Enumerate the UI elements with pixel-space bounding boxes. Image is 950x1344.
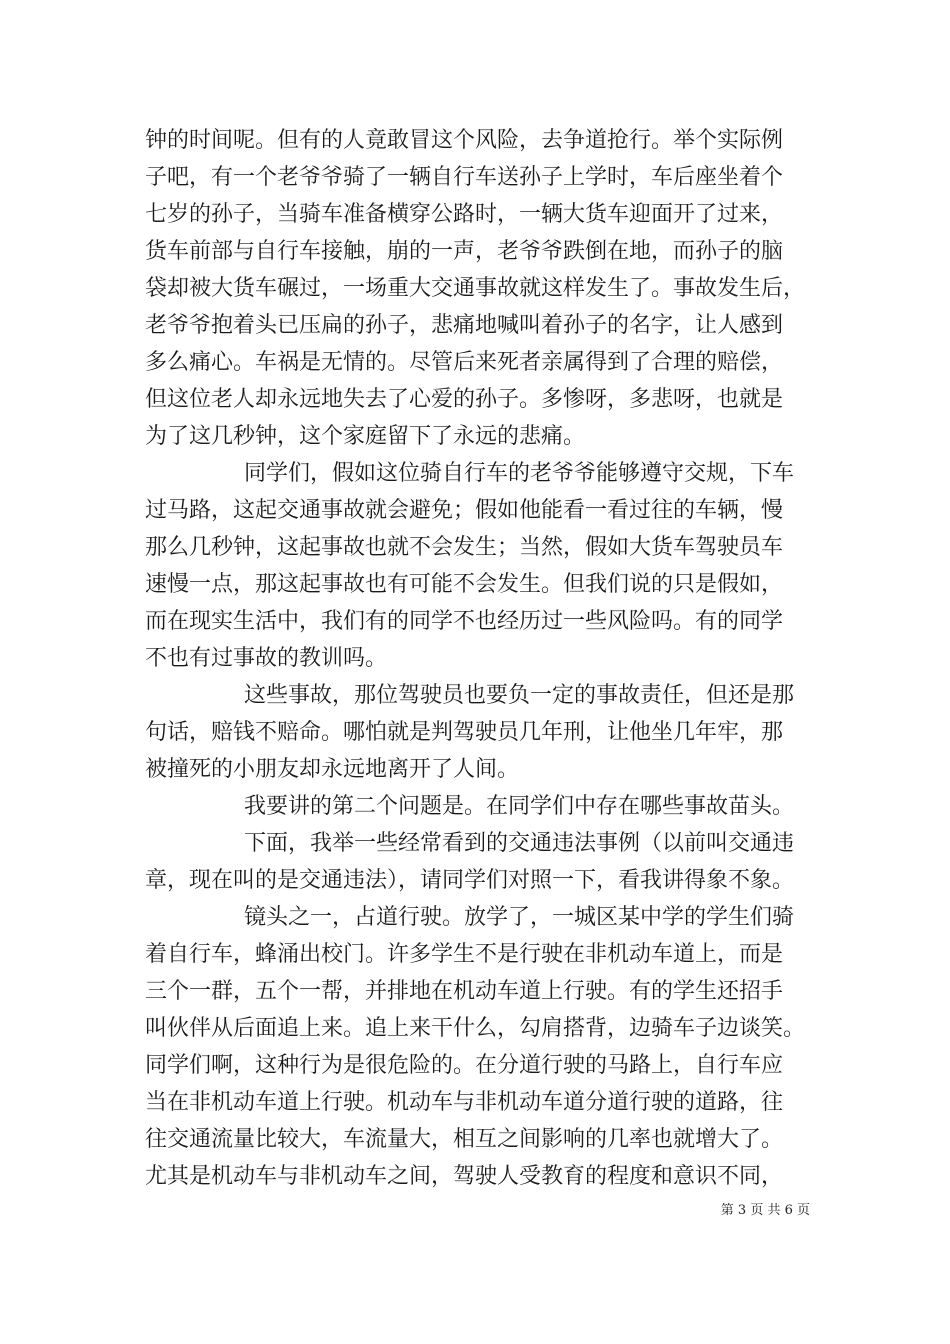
paragraph-first-line: 同学们，假如这位骑自行车的老爷爷能够遵守交规，下车: [244, 461, 795, 486]
text-line: 钟的时间呢。但有的人竟敢冒这个风险，去争道抢行。举个实际例: [145, 128, 784, 153]
text-line: 但这位老人却永远地失去了心爱的孙子。多惨呀，多悲呀，也就是: [145, 387, 784, 412]
text-line: 子吧，有一个老爷爷骑了一辆自行车送孙子上学时，车后座坐着个: [145, 165, 784, 190]
body-text: [145, 122, 810, 1195]
page-number-footer: 第 3 页 共 6 页: [720, 1203, 810, 1218]
text-line: 七岁的孙子，当骑车准备横穿公路时，一辆大货车迎面开了过来，: [145, 202, 784, 227]
paragraph-first-line: 下面，我举一些经常看到的交通违法事例（以前叫交通违: [244, 831, 795, 856]
text-line: 货车前部与自行车接触，崩的一声，老爷爷跌倒在地，而孙子的脑: [145, 239, 784, 264]
text-line: 往交通流量比较大，车流量大，相互之间影响的几率也就增大了。: [145, 1127, 784, 1152]
text-line: 而在现实生活中，我们有的同学不也经历过一些风险吗。有的同学: [145, 609, 784, 634]
text-line: 当在非机动车道上行驶。机动车与非机动车道分道行驶的道路，往: [145, 1090, 784, 1115]
text-line: 老爷爷抱着头已压扁的孙子，悲痛地喊叫着孙子的名字，让人感到: [145, 313, 784, 338]
paragraph-first-line: 镜头之一，占道行驶。放学了，一城区某中学的学生们骑: [244, 905, 795, 930]
text-line: 多么痛心。车祸是无情的。尽管后来死者亲属得到了合理的赔偿，: [145, 350, 784, 375]
text-line: 为了这几秒钟，这个家庭留下了永远的悲痛。: [145, 424, 586, 449]
text-line: 三个一群，五个一帮，并排地在机动车道上行驶。有的学生还招手: [145, 979, 784, 1004]
text-line: 那么几秒钟，这起事故也就不会发生；当然，假如大货车驾驶员车: [145, 535, 784, 560]
text-line: 速慢一点，那这起事故也有可能不会发生。但我们说的只是假如，: [145, 572, 784, 597]
text-line: 不也有过事故的教训吗。: [145, 646, 388, 671]
text-line: 袋却被大货车碾过，一场重大交通事故就这样发生了。事故发生后，: [145, 276, 806, 301]
text-line: 着自行车，蜂涌出校门。许多学生不是行驶在非机动车道上，而是: [145, 942, 784, 967]
text-line: 章，现在叫的是交通违法），请同学们对照一下，看我讲得象不象。: [145, 868, 795, 893]
paragraph-first-line: 这些事故，那位驾驶员也要负一定的事故责任，但还是那: [244, 683, 795, 708]
text-line: 被撞死的小朋友却永远地离开了人间。: [145, 757, 520, 782]
text-line: 过马路，这起交通事故就会避免；假如他能看一看过往的车辆，慢: [145, 498, 784, 523]
text-line: 句话，赔钱不赔命。哪怕就是判驾驶员几年刑，让他坐几年牢，那: [145, 720, 784, 745]
paragraph-first-line: 我要讲的第二个问题是。在同学们中存在哪些事故苗头。: [244, 794, 795, 819]
text-line: 尤其是机动车与非机动车之间，驾驶人受教育的程度和意识不同，: [145, 1164, 784, 1189]
text-line: 同学们啊，这种行为是很危险的。在分道行驶的马路上，自行车应: [145, 1053, 784, 1078]
text-line: 叫伙伴从后面追上来。追上来干什么，勾肩搭背，边骑车子边谈笑。: [145, 1016, 806, 1041]
